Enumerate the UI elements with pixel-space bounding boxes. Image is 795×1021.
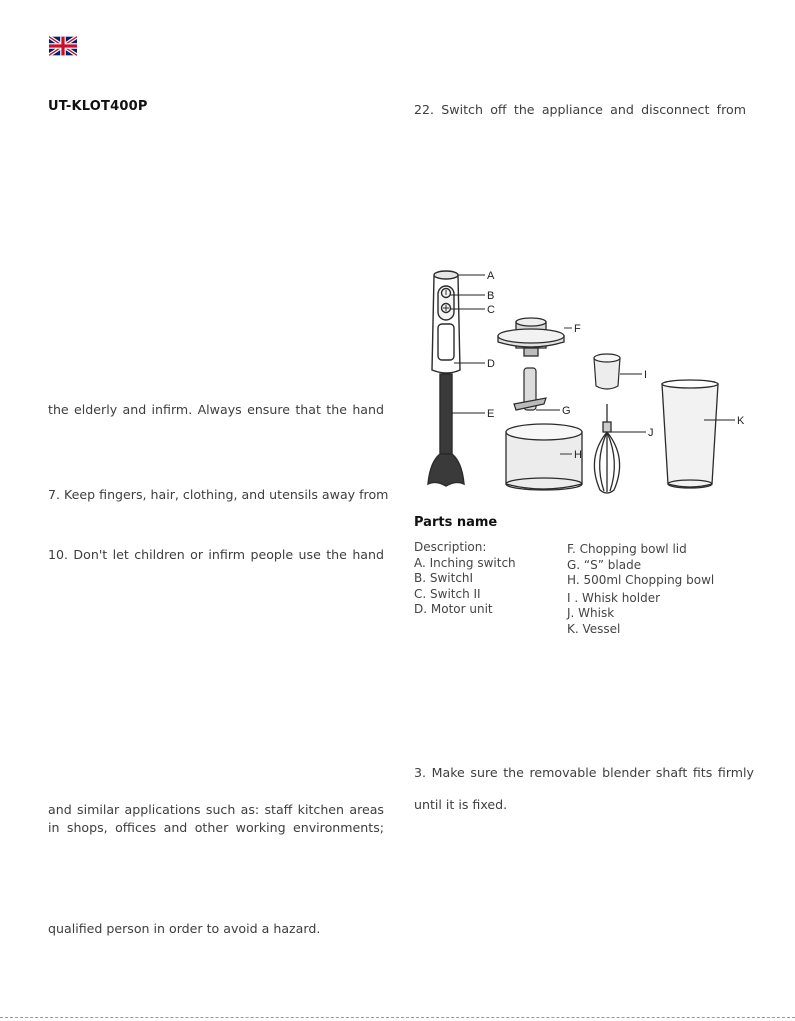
parts-item: I . Whisk holder — [567, 590, 661, 605]
parts-item: B. SwitchI — [414, 571, 474, 585]
diagram-label-g: G — [562, 405, 571, 417]
diagram-label-i: I — [644, 369, 648, 381]
diagram-label-d: D — [487, 358, 495, 370]
model-number: UT-KLOT400P — [48, 99, 148, 114]
text-line: qualified person in order to avoid a hazard. — [48, 921, 321, 936]
text-line: until it is fixed. — [414, 797, 508, 812]
text-line: 7. Keep fingers, hair, clothing, and utensils away from — [48, 487, 389, 502]
diagram-label-a: A — [487, 270, 495, 282]
parts-title: Parts name — [414, 515, 498, 530]
parts-item: G. “S” blade — [567, 557, 642, 572]
parts-item: F. Chopping bowl lid — [567, 542, 687, 556]
text-line: the elderly and infirm. Always ensure that the hand — [48, 402, 384, 417]
parts-item: J. Whisk — [567, 606, 615, 620]
diagram-label-e: E — [487, 408, 495, 420]
parts-item: K. Vessel — [567, 621, 621, 636]
parts-item: D. Motor unit — [414, 602, 493, 616]
parts-item: A. Inching switch — [414, 555, 516, 570]
parts-item: C. Switch II — [414, 586, 481, 601]
diagram-label-c: C — [487, 304, 495, 316]
text-line: 10. Don't let children or infirm people use the hand — [48, 547, 384, 562]
uk-flag-icon — [49, 36, 77, 56]
text-line: 3. Make sure the removable blender shaft fits firmly — [414, 765, 754, 780]
parts-diagram — [410, 262, 760, 497]
parts-list-left — [414, 540, 516, 618]
parts-item: Description: — [414, 540, 487, 554]
text-line: 22. Switch off the appliance and disconnect from — [414, 102, 746, 117]
page-edge-rule — [0, 1017, 795, 1018]
parts-list-right — [567, 542, 714, 637]
parts-item: H. 500ml Chopping bowl — [567, 573, 715, 587]
diagram-label-h: H — [574, 449, 582, 461]
text-line: and similar applications such as: staff kitchen areas — [48, 802, 384, 817]
text-line: in shops, offices and other working environments; — [48, 820, 384, 835]
diagram-label-k: K — [737, 415, 745, 427]
diagram-label-j: J — [648, 427, 654, 439]
diagram-label-b: B — [487, 290, 495, 302]
diagram-label-f: F — [574, 323, 581, 335]
